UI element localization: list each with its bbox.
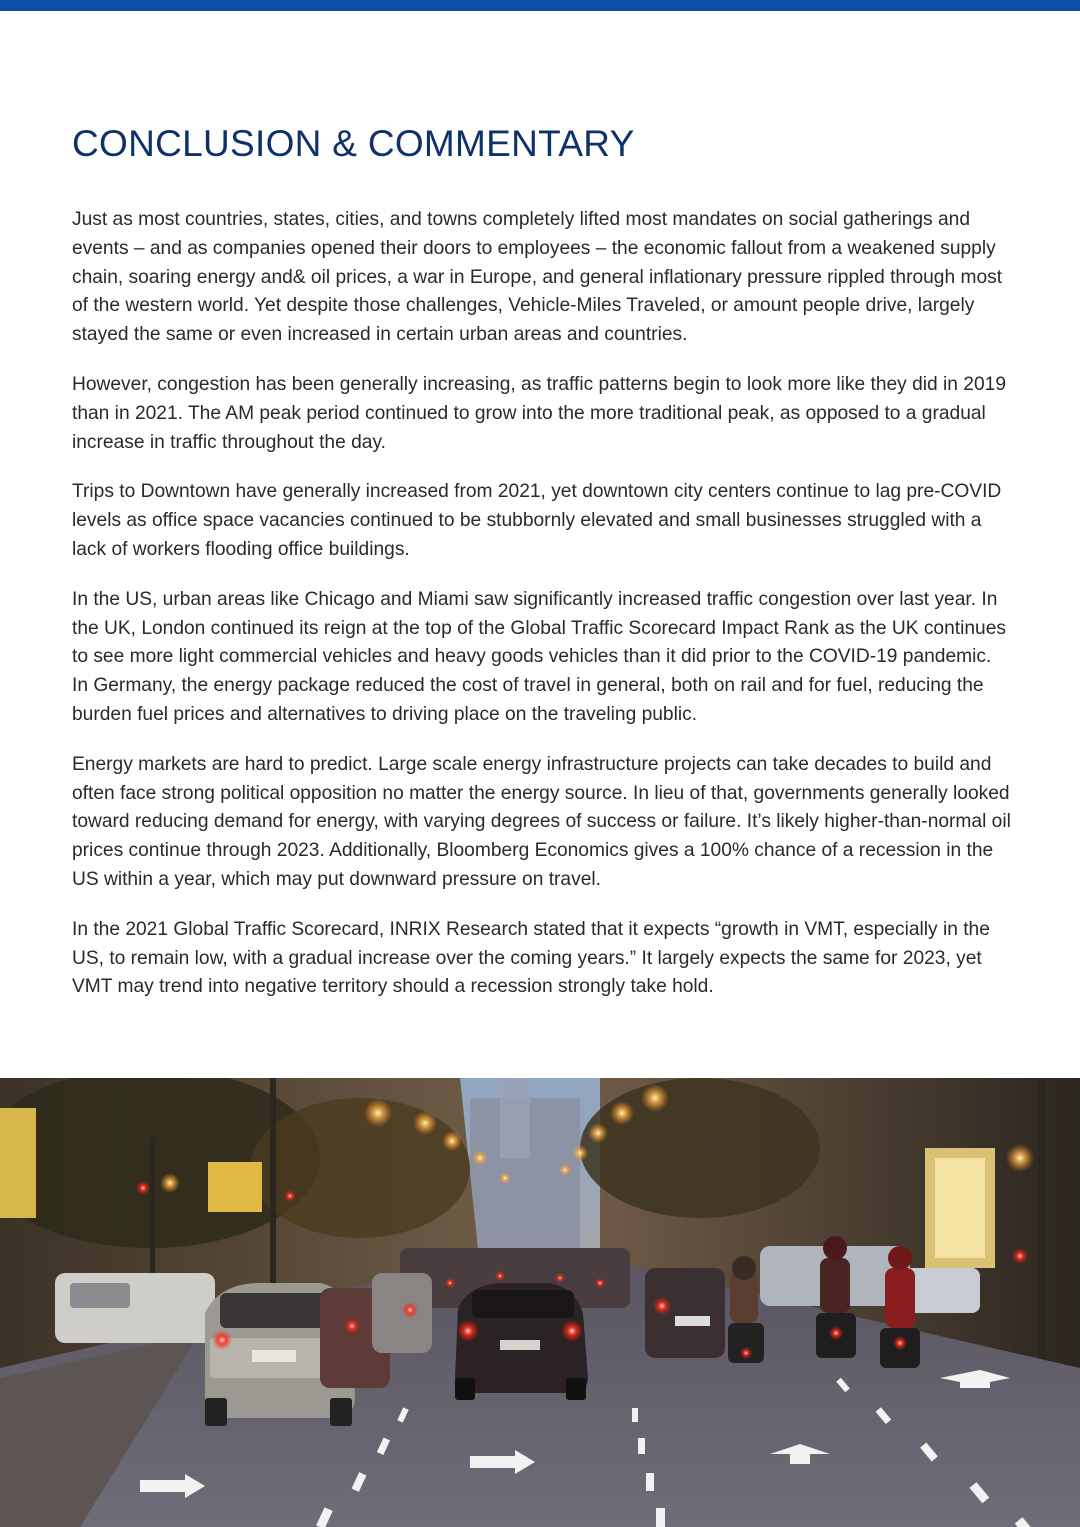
paragraph-outlook: In the 2021 Global Traffic Scorecard, INRIX Research stated that it expects “growth in VMT, especially in the US, to remain low, with a gradual increase over the coming years.” It largely expects the same for 2023, yet VMT may trend into negative territory should a recession strongly take hold. [72,918,990,998]
paragraph-vmt-overview: Just as most countries, states, cities, and towns completely lifted most mandates on social gatherings and events – and as companies opened their doors to employees – the economic fallout from a weakened supply chain, soaring energy and& oil prices, a war in Europe, and general inflationary pressure rippled through most of the western world. Yet despite those challenges, Vehicle-Miles Traveled, or amount people drive, largely stayed the same or even increased in certain urban areas and countries. [72,209,1003,346]
paragraph-downtown-trips: Trips to Downtown have generally increased from 2021, yet downtown city centers continue to lag pre-COVID levels as office space vacancies continued to be stubbornly elevated and small businesses struggled with a lack of workers flooding office buildings. [72,481,1002,560]
city-traffic-photo [0,1078,1080,1527]
paragraph-congestion: However, congestion has been generally increasing, as traffic patterns begin to look more like they did in 2019 than in 2021. The AM peak period continued to grow into the more traditional peak, as opposed to a gradual increase in traffic throughout the day. [72,373,1006,453]
top-accent-bar [0,0,1080,11]
paragraph-regional-trends: In the US, urban areas like Chicago and Miami saw significantly increased traffic congestion over last year. In the UK, London continued its reign at the top of the Global Traffic Scorecard Impact Rank as the UK continues to see more light commercial vehicles and heavy goods vehicles than it did prior to the COVID-19 pandemic. In Germany, the energy package reduced the cost of travel in general, both on rail and for fuel, reducing the burden fuel prices and alternatives to driving place on the traveling public. [72,588,1006,725]
paragraph-energy-markets: Energy markets are hard to predict. Large scale energy infrastructure projects can take decades to build and often face strong political opposition no matter the energy source. In lieu of that, governments generally looked toward reducing demand for energy, with varying degrees of success or failure. It’s likely higher-than-normal oil prices continue through 2023. Additionally, Bloomberg Economics gives a 100% chance of a recession in the US within a year, which may put downward pressure on travel. [72,753,1011,890]
page-title: CONCLUSION & COMMENTARY [72,123,635,164]
page-content [72,118,1012,1023]
